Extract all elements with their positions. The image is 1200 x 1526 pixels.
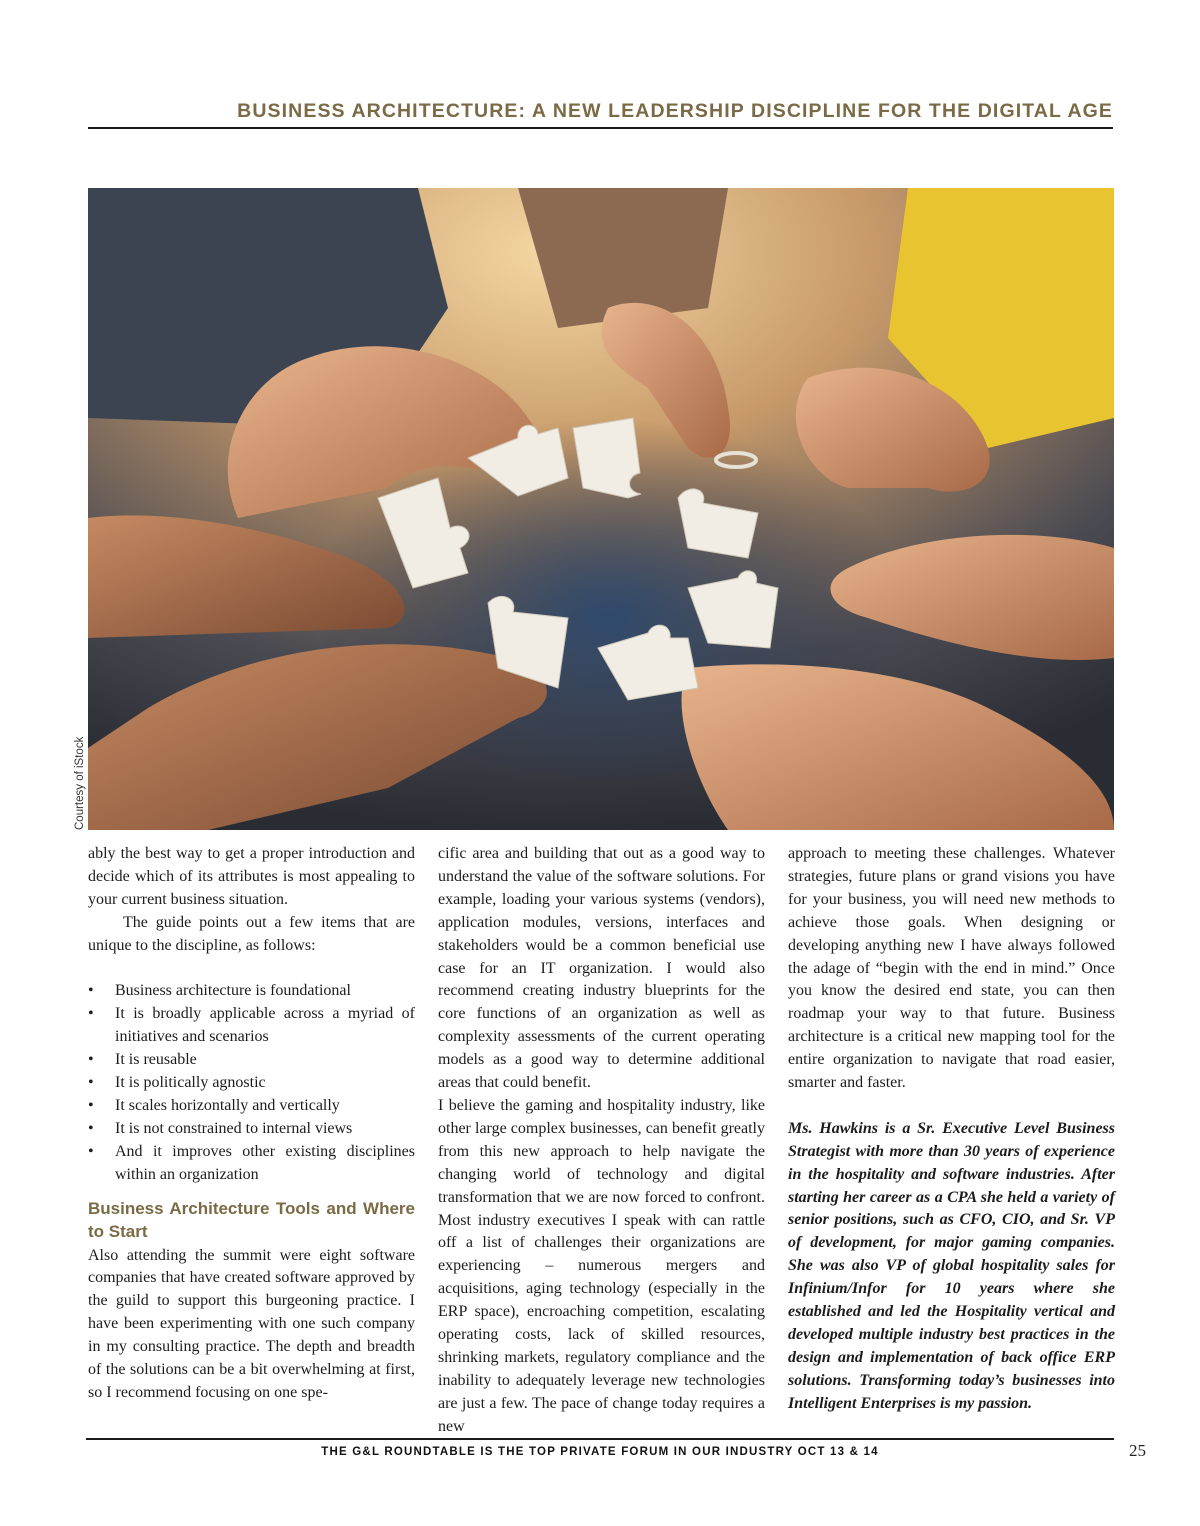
page-header-title: BUSINESS ARCHITECTURE: A NEW LEADERSHIP DISCIPLINE FOR THE DIGITAL AGE [237, 100, 1113, 122]
hands-puzzle-photo [88, 188, 1114, 830]
list-item: • It scales horizontally and vertically [88, 1095, 415, 1118]
column-1 [88, 843, 415, 1405]
col1-paragraph-1: ably the best way to get a proper introduction and decide which of its attributes is most appealing to your current business situation. [88, 845, 415, 908]
attributes-list [88, 980, 415, 1186]
col1-paragraph-3: Also attending the summit were eight software companies that have created software approved by the guild to support this burgeoning practice. I have been experimenting with one such company in my consulting practice. The depth and breadth of the solutions can be a bit overwhelming at first, so I recommend focusing on one spe- [88, 1246, 415, 1402]
col1-paragraph-2: The guide points out a few items that are unique to the discipline, as follows: [88, 913, 415, 954]
col2-paragraph-1: cific area and building that out as a good way to understand the value of the software solutions. For example, loading your various systems (vendors), application modules, versions, interfaces and stakeholders would be a common beneficial use case for an IT organization. I would also recommend creating industry blueprints for the core functions of an organization as well as complexity assessments of the current operating models as a good way to determine additional areas that could benefit. [438, 845, 765, 1092]
list-item: • It is broadly applicable across a myriad of initiatives and scenarios [88, 1003, 415, 1049]
list-item: • It is politically agnostic [88, 1072, 415, 1095]
list-item: • It is reusable [88, 1049, 415, 1072]
section-subheading: Business Architecture Tools and Where to Start [88, 1198, 415, 1241]
col3-paragraph-1: approach to meeting these challenges. Whatever strategies, future plans or grand visions you have for your business, you will need new methods to achieve those goals. When designing or developing anything new I have always followed the adage of “begin with the end in mind.” Once you know the desired end state, you can then roadmap your way to that future. Business architecture is a critical new mapping tool for the entire organization to navigate that road easier, smarter and faster. [788, 845, 1115, 1092]
list-item: • Business architecture is foundational [88, 980, 415, 1003]
list-item: • And it improves other existing disciplines within an organization [88, 1141, 415, 1187]
col1-spacer [88, 958, 415, 981]
header-rule [88, 127, 1113, 129]
footer-rule [86, 1438, 1114, 1440]
page-number: 25 [1129, 1441, 1146, 1460]
col2-paragraph-2: I believe the gaming and hospitality industry, like other large complex businesses, can benefit greatly from this new approach to help navigate the changing world of technology and digital transformation that we are now forced to confront. Most industry executives I speak with can rattle off a list of challenges their organizations are experiencing – numerous mergers and acquisitions, aging technology (especially in the ERP space), encroaching competition, escalating operating costs, lack of skilled resources, shrinking markets, regulatory compliance and the inability to adequately leverage new technologies are just a few. The pace of change today requires a new [438, 1096, 765, 1435]
column-3 [788, 843, 1115, 1416]
photo-credit: Courtesy of iStock [74, 736, 86, 830]
column-2 [438, 843, 765, 1439]
list-item: • It is not constrained to internal views [88, 1118, 415, 1141]
footer-tagline: THE G&L ROUNDTABLE IS THE TOP PRIVATE FORUM IN OUR INDUSTRY OCT 13 & 14 [321, 1446, 879, 1458]
col3-spacer [788, 1095, 1115, 1118]
author-bio: Ms. Hawkins is a Sr. Executive Level Business Strategist with more than 30 years of experience in the hospitality and software industries. After starting her career as a CPA she held a variety of senior positions, such as CFO, CIO, and Sr. VP of development, for major gaming companies. She was also VP of global hospitality sales for Infinium/Infor for 10 years where she established and led the Hospitality vertical and developed multiple industry best practices in the design and implementation of back office ERP solutions. Transforming today’s businesses into Intelligent Enterprises is my passion. [788, 1119, 1115, 1412]
